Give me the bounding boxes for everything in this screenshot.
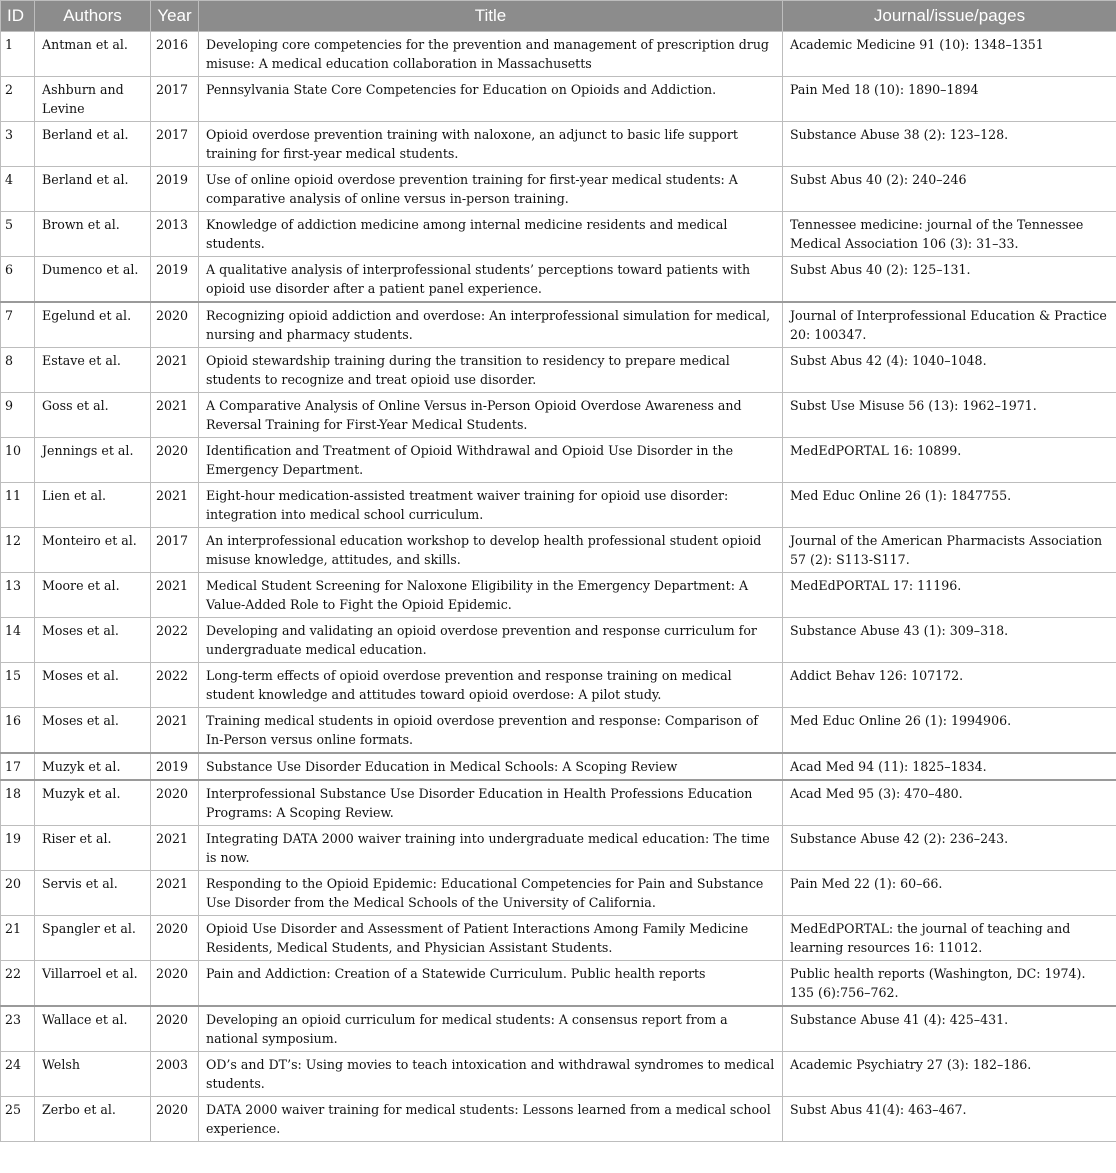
cell-id: 7 (1, 302, 35, 348)
table-row (1, 348, 1116, 393)
cell-id: 18 (1, 780, 35, 826)
cell-title: Opioid Use Disorder and Assessment of Patient Interactions Among Family Medicine Residents, Medical Students, and Physician Assistant Students. (199, 916, 783, 961)
table-row (1, 961, 1116, 1007)
cell-year: 2003 (151, 1052, 199, 1097)
cell-title: DATA 2000 waiver training for medical students: Lessons learned from a medical school experience. (199, 1097, 783, 1142)
table-row (1, 1097, 1116, 1142)
table-row (1, 708, 1116, 754)
cell-year: 2019 (151, 753, 199, 780)
cell-id: 20 (1, 871, 35, 916)
cell-year: 2021 (151, 348, 199, 393)
cell-id: 8 (1, 348, 35, 393)
cell-id: 6 (1, 257, 35, 303)
cell-year: 2016 (151, 32, 199, 77)
cell-title: Responding to the Opioid Epidemic: Educational Competencies for Pain and Substance Use Disorder from the Medical Schools of the University of California. (199, 871, 783, 916)
cell-id: 25 (1, 1097, 35, 1142)
cell-authors: Brown et al. (35, 212, 151, 257)
cell-authors: Jennings et al. (35, 438, 151, 483)
table-row (1, 618, 1116, 663)
table-row (1, 663, 1116, 708)
header-title: Title (199, 1, 783, 32)
cell-year: 2021 (151, 573, 199, 618)
cell-id: 3 (1, 122, 35, 167)
header-row (1, 1, 1116, 32)
cell-authors: Moses et al. (35, 618, 151, 663)
cell-year: 2019 (151, 257, 199, 303)
table-row (1, 528, 1116, 573)
cell-title: Medical Student Screening for Naloxone Eligibility in the Emergency Department: A Value-Added Role to Fight the Opioid Epidemic. (199, 573, 783, 618)
table-row (1, 438, 1116, 483)
cell-title: Substance Use Disorder Education in Medical Schools: A Scoping Review (199, 753, 783, 780)
header-year: Year (151, 1, 199, 32)
cell-id: 23 (1, 1006, 35, 1052)
cell-authors: Moses et al. (35, 708, 151, 754)
cell-journal: Pain Med 18 (10): 1890–1894 (783, 77, 1116, 122)
cell-journal: Substance Abuse 42 (2): 236–243. (783, 826, 1116, 871)
table-body (1, 32, 1116, 1142)
cell-journal: MedEdPORTAL: the journal of teaching and learning resources 16: 11012. (783, 916, 1116, 961)
cell-year: 2019 (151, 167, 199, 212)
cell-title: OD’s and DT’s: Using movies to teach intoxication and withdrawal syndromes to medical students. (199, 1052, 783, 1097)
cell-journal: Substance Abuse 38 (2): 123–128. (783, 122, 1116, 167)
cell-title: Eight-hour medication-assisted treatment waiver training for opioid use disorder: integration into medical school curriculum. (199, 483, 783, 528)
cell-authors: Dumenco et al. (35, 257, 151, 303)
cell-authors: Lien et al. (35, 483, 151, 528)
cell-id: 10 (1, 438, 35, 483)
cell-journal: Acad Med 94 (11): 1825–1834. (783, 753, 1116, 780)
header-authors: Authors (35, 1, 151, 32)
cell-title: Interprofessional Substance Use Disorder Education in Health Professions Education Programs: A Scoping Review. (199, 780, 783, 826)
cell-id: 15 (1, 663, 35, 708)
cell-authors: Muzyk et al. (35, 753, 151, 780)
cell-journal: Substance Abuse 41 (4): 425–431. (783, 1006, 1116, 1052)
table-row (1, 780, 1116, 826)
cell-id: 14 (1, 618, 35, 663)
cell-authors: Antman et al. (35, 32, 151, 77)
cell-journal: Substance Abuse 43 (1): 309–318. (783, 618, 1116, 663)
cell-year: 2021 (151, 708, 199, 754)
cell-title: Training medical students in opioid overdose prevention and response: Comparison of In-Person versus online formats. (199, 708, 783, 754)
cell-id: 19 (1, 826, 35, 871)
cell-id: 13 (1, 573, 35, 618)
cell-journal: Academic Psychiatry 27 (3): 182–186. (783, 1052, 1116, 1097)
cell-authors: Riser et al. (35, 826, 151, 871)
cell-title: Developing an opioid curriculum for medical students: A consensus report from a national symposium. (199, 1006, 783, 1052)
cell-journal: Journal of the American Pharmacists Association 57 (2): S113-S117. (783, 528, 1116, 573)
cell-title: A Comparative Analysis of Online Versus in-Person Opioid Overdose Awareness and Reversal Training for First-Year Medical Students. (199, 393, 783, 438)
cell-journal: Academic Medicine 91 (10): 1348–1351 (783, 32, 1116, 77)
table-row (1, 1006, 1116, 1052)
cell-journal: Med Educ Online 26 (1): 1994906. (783, 708, 1116, 754)
table-row (1, 393, 1116, 438)
cell-year: 2013 (151, 212, 199, 257)
cell-id: 11 (1, 483, 35, 528)
table-row (1, 753, 1116, 780)
cell-authors: Spangler et al. (35, 916, 151, 961)
cell-title: Opioid overdose prevention training with naloxone, an adjunct to basic life support training for first-year medical students. (199, 122, 783, 167)
cell-title: Opioid stewardship training during the transition to residency to prepare medical students to recognize and treat opioid use disorder. (199, 348, 783, 393)
table-header (1, 1, 1116, 32)
cell-journal: Tennessee medicine: journal of the Tennessee Medical Association 106 (3): 31–33. (783, 212, 1116, 257)
table-row (1, 916, 1116, 961)
table-row (1, 32, 1116, 77)
cell-journal: MedEdPORTAL 17: 11196. (783, 573, 1116, 618)
cell-authors: Moses et al. (35, 663, 151, 708)
cell-authors: Muzyk et al. (35, 780, 151, 826)
cell-authors: Berland et al. (35, 167, 151, 212)
cell-title: Use of online opioid overdose prevention training for first-year medical students: A comparative analysis of online versus in-person training. (199, 167, 783, 212)
cell-year: 2020 (151, 780, 199, 826)
cell-title: Long-term effects of opioid overdose prevention and response training on medical student knowledge and attitudes toward opioid overdose: A pilot study. (199, 663, 783, 708)
cell-id: 1 (1, 32, 35, 77)
cell-authors: Goss et al. (35, 393, 151, 438)
cell-title: A qualitative analysis of interprofessional students’ perceptions toward patients with opioid use disorder after a patient panel experience. (199, 257, 783, 303)
cell-year: 2017 (151, 122, 199, 167)
cell-authors: Villarroel et al. (35, 961, 151, 1007)
cell-authors: Monteiro et al. (35, 528, 151, 573)
header-id: ID (1, 1, 35, 32)
cell-id: 12 (1, 528, 35, 573)
cell-authors: Servis et al. (35, 871, 151, 916)
cell-title: Knowledge of addiction medicine among internal medicine residents and medical students. (199, 212, 783, 257)
cell-year: 2021 (151, 871, 199, 916)
cell-authors: Egelund et al. (35, 302, 151, 348)
cell-journal: Subst Abus 40 (2): 240–246 (783, 167, 1116, 212)
cell-authors: Ashburn and Levine (35, 77, 151, 122)
cell-title: Developing and validating an opioid overdose prevention and response curriculum for undergraduate medical education. (199, 618, 783, 663)
cell-title: Developing core competencies for the prevention and management of prescription drug misuse: A medical education collaboration in Massachusetts (199, 32, 783, 77)
cell-title: Pain and Addiction: Creation of a Statewide Curriculum. Public health reports (199, 961, 783, 1007)
cell-year: 2020 (151, 1006, 199, 1052)
cell-authors: Zerbo et al. (35, 1097, 151, 1142)
cell-id: 9 (1, 393, 35, 438)
cell-year: 2022 (151, 618, 199, 663)
cell-title: Pennsylvania State Core Competencies for Education on Opioids and Addiction. (199, 77, 783, 122)
cell-title: Identification and Treatment of Opioid Withdrawal and Opioid Use Disorder in the Emergency Department. (199, 438, 783, 483)
cell-year: 2021 (151, 826, 199, 871)
table-row (1, 122, 1116, 167)
cell-title: An interprofessional education workshop to develop health professional student opioid misuse knowledge, attitudes, and skills. (199, 528, 783, 573)
cell-id: 5 (1, 212, 35, 257)
cell-authors: Moore et al. (35, 573, 151, 618)
cell-journal: Subst Abus 41(4): 463–467. (783, 1097, 1116, 1142)
table-row (1, 302, 1116, 348)
cell-journal: MedEdPORTAL 16: 10899. (783, 438, 1116, 483)
cell-year: 2017 (151, 528, 199, 573)
cell-id: 22 (1, 961, 35, 1007)
cell-year: 2021 (151, 483, 199, 528)
cell-id: 16 (1, 708, 35, 754)
cell-authors: Wallace et al. (35, 1006, 151, 1052)
cell-id: 4 (1, 167, 35, 212)
header-journal: Journal/issue/pages (783, 1, 1116, 32)
cell-id: 2 (1, 77, 35, 122)
cell-year: 2020 (151, 916, 199, 961)
cell-journal: Subst Abus 40 (2): 125–131. (783, 257, 1116, 303)
table-row (1, 826, 1116, 871)
cell-id: 21 (1, 916, 35, 961)
table-row (1, 1052, 1116, 1097)
cell-year: 2020 (151, 961, 199, 1007)
cell-id: 24 (1, 1052, 35, 1097)
cell-year: 2020 (151, 302, 199, 348)
cell-year: 2022 (151, 663, 199, 708)
table-row (1, 573, 1116, 618)
table-row (1, 871, 1116, 916)
cell-authors: Estave et al. (35, 348, 151, 393)
cell-authors: Berland et al. (35, 122, 151, 167)
table-row (1, 167, 1116, 212)
cell-title: Recognizing opioid addiction and overdose: An interprofessional simulation for medical, nursing and pharmacy students. (199, 302, 783, 348)
cell-journal: Med Educ Online 26 (1): 1847755. (783, 483, 1116, 528)
cell-journal: Journal of Interprofessional Education & Practice 20: 100347. (783, 302, 1116, 348)
table-row (1, 212, 1116, 257)
table-row (1, 257, 1116, 303)
cell-id: 17 (1, 753, 35, 780)
cell-authors: Welsh (35, 1052, 151, 1097)
cell-year: 2017 (151, 77, 199, 122)
cell-year: 2020 (151, 1097, 199, 1142)
table-row (1, 483, 1116, 528)
cell-journal: Subst Abus 42 (4): 1040–1048. (783, 348, 1116, 393)
cell-journal: Public health reports (Washington, DC: 1974). 135 (6):756–762. (783, 961, 1116, 1007)
cell-year: 2020 (151, 438, 199, 483)
cell-journal: Addict Behav 126: 107172. (783, 663, 1116, 708)
cell-journal: Subst Use Misuse 56 (13): 1962–1971. (783, 393, 1116, 438)
cell-year: 2021 (151, 393, 199, 438)
cell-journal: Pain Med 22 (1): 60–66. (783, 871, 1116, 916)
cell-journal: Acad Med 95 (3): 470–480. (783, 780, 1116, 826)
table-row (1, 77, 1116, 122)
cell-title: Integrating DATA 2000 waiver training into undergraduate medical education: The time is now. (199, 826, 783, 871)
